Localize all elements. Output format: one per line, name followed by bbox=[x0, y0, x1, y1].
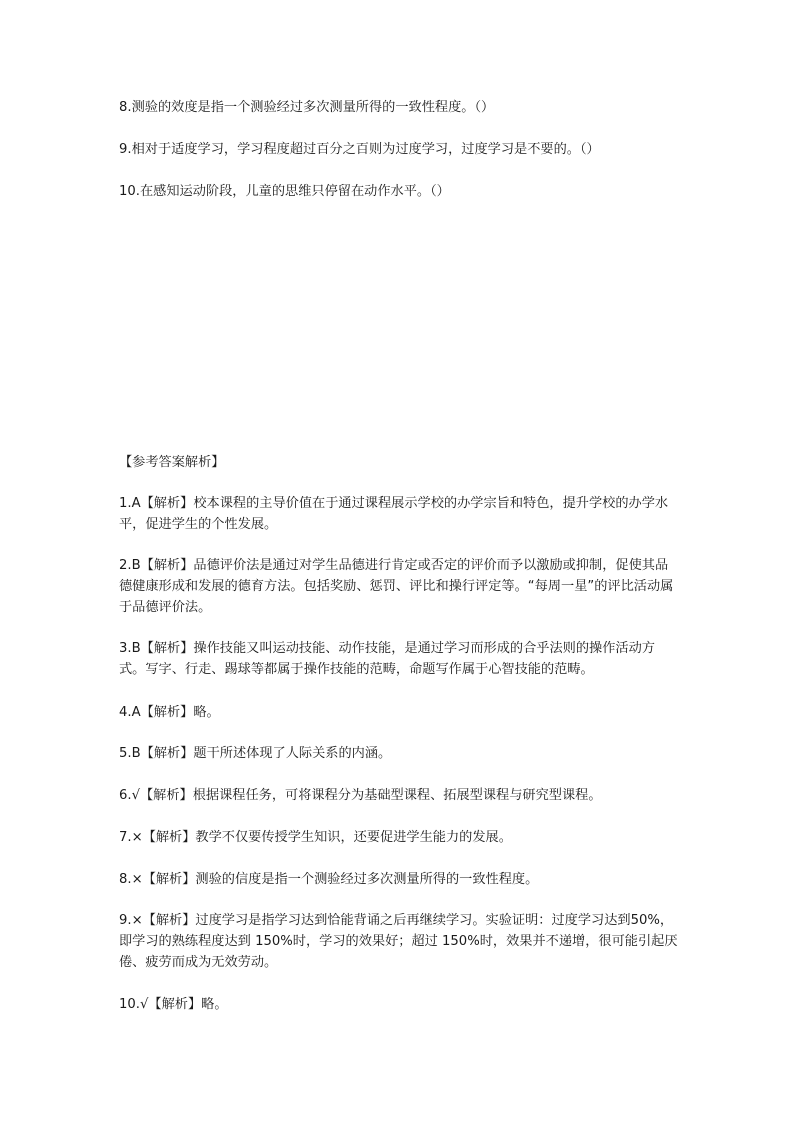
answer-2: 2.B【解析】品德评价法是通过对学生品德进行肯定或否定的评价而予以激励或抑制，促使其品德健康形成和发展的德育方法。包括奖励、惩罚、评比和操行评定等。“每周一星”的评比活动属于品德评价法。 bbox=[119, 558, 674, 615]
answer-9: 9.×【解析】过度学习是指学习达到恰能背诵之后再继续学习。实验证明：过度学习达到50%，即学习的熟练程度达到 150%时，学习的效果好；超过 150%时，效果并不递增，很可能引起厌倦、疲劳而成为无效劳动。 bbox=[119, 913, 678, 970]
answer-8: 8.×【解析】测验的信度是指一个测验经过多次测量所得的一致性程度。 bbox=[119, 872, 539, 887]
answer-6: 6.√【解析】根据课程任务，可将课程分为基础型课程、拓展型课程与研究型课程。 bbox=[119, 788, 602, 803]
question-8: 8.测验的效度是指一个测验经过多次测量所得的一致性程度。（） bbox=[119, 100, 495, 115]
question-9: 9.相对于适度学习，学习程度超过百分之百则为过度学习，过度学习是不要的。（） bbox=[119, 142, 600, 157]
answer-3: 3.B【解析】操作技能又叫运动技能、动作技能，是通过学习而形成的合乎法则的操作活动方式。写字、行走、踢球等都属于操作技能的范畴，命题写作属于心智技能的范畴。 bbox=[119, 641, 655, 677]
answer-5: 5.B【解析】题干所述体现了人际关系的内涵。 bbox=[119, 746, 392, 761]
answer-7: 7.×【解析】教学不仅要传授学生知识，还要促进学生能力的发展。 bbox=[119, 830, 512, 845]
answer-1: 1.A【解析】校本课程的主导价值在于通过课程展示学校的办学宗旨和特色，提升学校的办学水平，促进学生的个性发展。 bbox=[119, 496, 669, 532]
answer-10: 10.√【解析】略。 bbox=[119, 997, 228, 1012]
answers-heading: 【参考答案解析】 bbox=[119, 455, 225, 470]
answer-4: 4.A【解析】略。 bbox=[119, 705, 220, 720]
question-10: 10.在感知运动阶段，儿童的思维只停留在动作水平。（） bbox=[119, 184, 450, 199]
